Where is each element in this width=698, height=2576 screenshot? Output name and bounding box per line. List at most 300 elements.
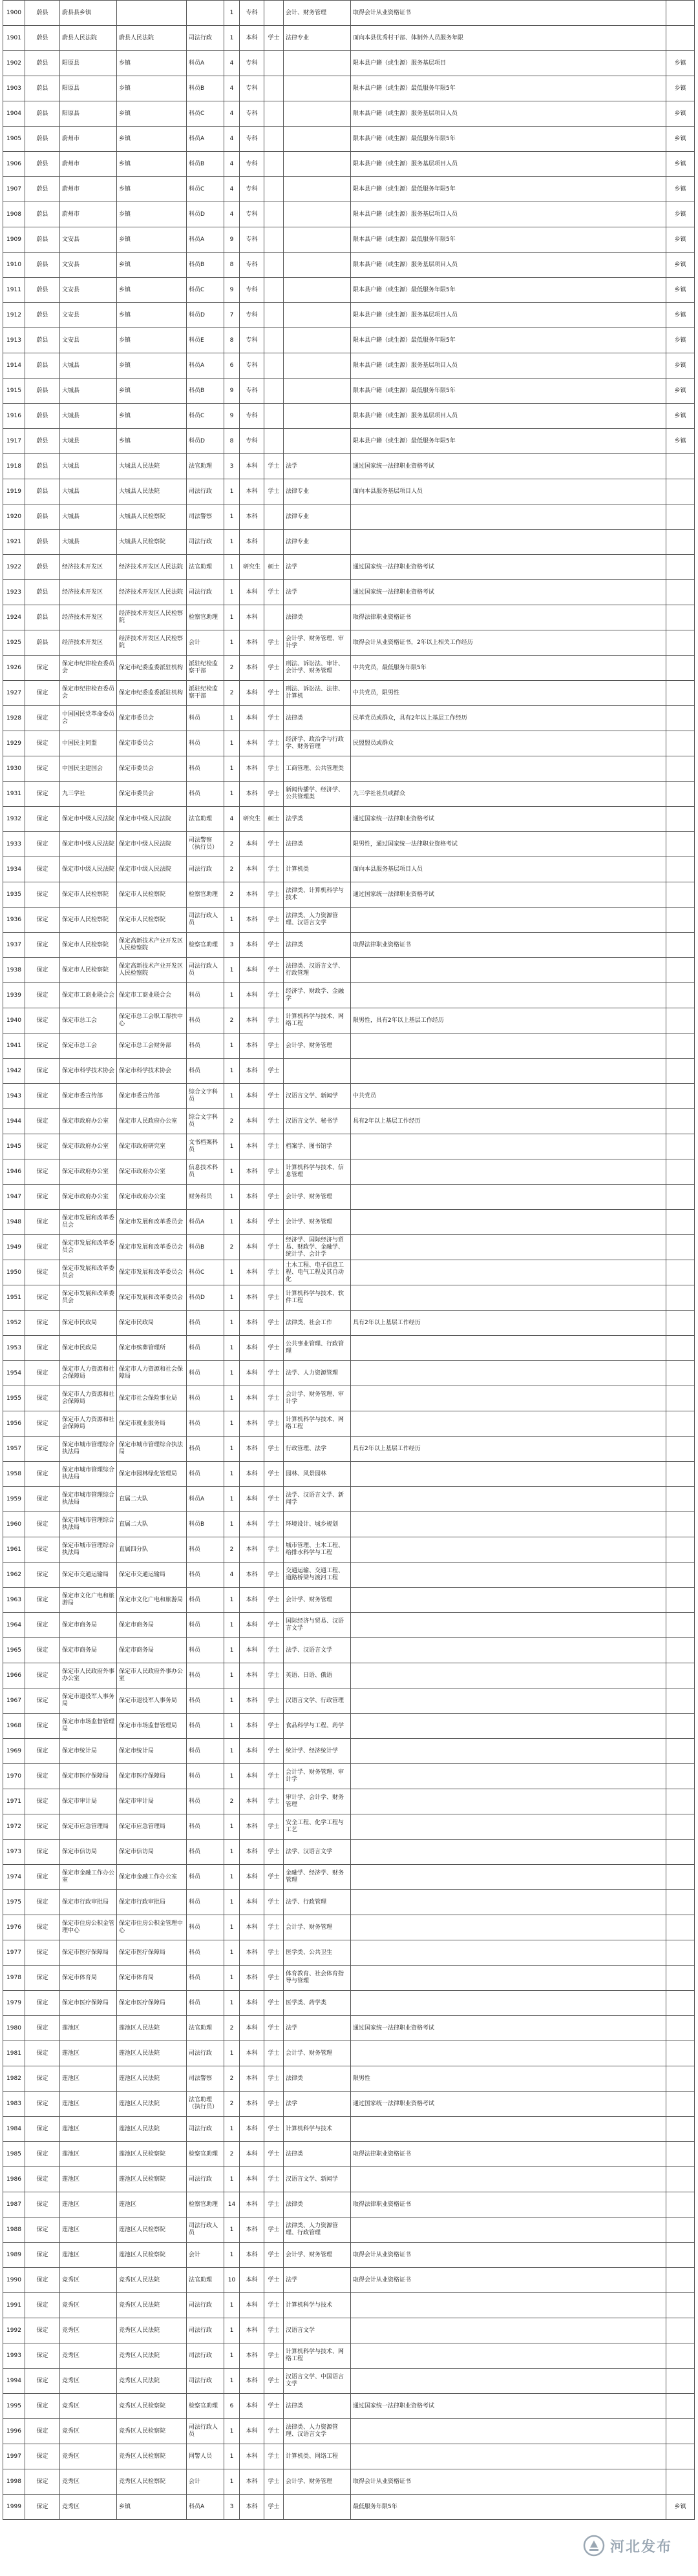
cell-area: 保定 xyxy=(25,1210,60,1235)
cell-area: 保定 xyxy=(25,807,60,832)
cell-other xyxy=(351,1563,666,1588)
cell-edu: 专科 xyxy=(240,379,264,404)
cell-other: 限本县户籍（或生源）最低服务年限5年 xyxy=(351,127,666,152)
cell-note xyxy=(666,1084,695,1109)
cell-no: 1931 xyxy=(3,782,25,807)
cell-note xyxy=(666,1,695,26)
cell-area: 保定 xyxy=(25,2192,60,2218)
cell-major: 法律专业 xyxy=(284,504,351,530)
cell-n: 1 xyxy=(224,1915,240,1940)
cell-edu: 本科 xyxy=(240,656,264,681)
table-row xyxy=(3,681,695,706)
table-row xyxy=(3,1739,695,1764)
cell-other xyxy=(351,1185,666,1210)
cell-no: 1953 xyxy=(3,1336,25,1361)
cell-pos: 法官助理 xyxy=(187,807,224,832)
cell-no: 1965 xyxy=(3,1638,25,1663)
cell-other xyxy=(351,1865,666,1890)
cell-dept: 乡镇 xyxy=(117,328,187,353)
cell-other xyxy=(351,1210,666,1235)
cell-area: 保定 xyxy=(25,1588,60,1613)
cell-area: 保定 xyxy=(25,2066,60,2092)
cell-deg: 学士 xyxy=(264,1940,284,1966)
cell-dept: 莲池区人民检察院 xyxy=(117,2243,187,2268)
cell-dept: 保定市医疗保障局 xyxy=(117,1764,187,1789)
cell-pos: 会计 xyxy=(187,630,224,656)
cell-pos: 检察官助理 xyxy=(187,882,224,908)
cell-org: 阳原县 xyxy=(60,101,117,127)
cell-note xyxy=(666,2444,695,2469)
cell-area: 保定 xyxy=(25,2092,60,2117)
cell-org: 保定市市场监督管理局 xyxy=(60,1714,117,1739)
cell-deg: 学士 xyxy=(264,2041,284,2066)
cell-org: 莲池区 xyxy=(60,2041,117,2066)
cell-no: 1927 xyxy=(3,681,25,706)
cell-no: 1906 xyxy=(3,152,25,177)
cell-edu: 本科 xyxy=(240,1638,264,1663)
table-row xyxy=(3,580,695,605)
cell-org: 保定市人民检察院 xyxy=(60,933,117,958)
cell-note xyxy=(666,2142,695,2167)
cell-other xyxy=(351,1159,666,1185)
cell-major: 公共事业管理、行政管理 xyxy=(284,1336,351,1361)
cell-note xyxy=(666,983,695,1008)
cell-no: 1921 xyxy=(3,530,25,555)
cell-area: 保定 xyxy=(25,1109,60,1134)
cell-other: 限本县户籍（或生源）最低服务年限5年 xyxy=(351,278,666,303)
cell-n: 1 xyxy=(224,2218,240,2243)
cell-org: 保定市金融工作办公室 xyxy=(60,1865,117,1890)
cell-dept: 莲池区人民法院 xyxy=(117,2066,187,2092)
table-row xyxy=(3,1336,695,1361)
cell-major: 法律类、人力资源管理、汉语言文学 xyxy=(284,908,351,933)
cell-major: 法律类、计算机科学与技术 xyxy=(284,882,351,908)
cell-area: 蔚县 xyxy=(25,76,60,101)
cell-deg: 学士 xyxy=(264,1185,284,1210)
cell-deg: 学士 xyxy=(264,681,284,706)
cell-area: 蔚县 xyxy=(25,253,60,278)
cell-no: 1925 xyxy=(3,630,25,656)
cell-dept: 大城县人民法院 xyxy=(117,479,187,504)
cell-no: 1951 xyxy=(3,1285,25,1311)
cell-dept: 保定市金融工作办公室 xyxy=(117,1865,187,1890)
cell-no: 1918 xyxy=(3,454,25,479)
cell-edu: 本科 xyxy=(240,1260,264,1285)
cell-deg: 学士 xyxy=(264,933,284,958)
cell-dept: 经济技术开发区人民法院 xyxy=(117,580,187,605)
cell-n: 1 xyxy=(224,1361,240,1386)
cell-org: 保定市发展和改革委员会 xyxy=(60,1260,117,1285)
cell-edu: 本科 xyxy=(240,605,264,630)
cell-no: 1945 xyxy=(3,1134,25,1159)
table-row xyxy=(3,1386,695,1411)
cell-other: 限本县户籍（或生源）服务基层项目人员 xyxy=(351,303,666,328)
cell-pos: 财务科员 xyxy=(187,1185,224,1210)
cell-org: 九三学社 xyxy=(60,782,117,807)
cell-deg: 学士 xyxy=(264,2469,284,2495)
cell-pos: 司法行政 xyxy=(187,2117,224,2142)
cell-org: 保定市人民检察院 xyxy=(60,908,117,933)
cell-dept: 保定市商务局 xyxy=(117,1613,187,1638)
cell-pos: 科员A xyxy=(187,2495,224,2520)
cell-pos: 科员C xyxy=(187,177,224,202)
table-row xyxy=(3,1966,695,1991)
cell-n: 9 xyxy=(224,404,240,429)
cell-note xyxy=(666,681,695,706)
cell-edu: 本科 xyxy=(240,2495,264,2520)
cell-pos: 会计 xyxy=(187,2243,224,2268)
cell-edu: 本科 xyxy=(240,2218,264,2243)
cell-n: 2 xyxy=(224,1537,240,1563)
cell-area: 保定 xyxy=(25,1688,60,1714)
cell-edu: 专科 xyxy=(240,328,264,353)
cell-org: 保定市应急管理局 xyxy=(60,1814,117,1840)
cell-pos: 司法行政 xyxy=(187,2041,224,2066)
cell-pos: 检察官助理 xyxy=(187,2394,224,2419)
cell-major: 统计学、经济统计学 xyxy=(284,1739,351,1764)
cell-other: 限本县户籍（或生源）服务基层项目人员 xyxy=(351,253,666,278)
cell-no: 1962 xyxy=(3,1563,25,1588)
cell-n: 8 xyxy=(224,253,240,278)
cell-note xyxy=(666,1613,695,1638)
cell-dept: 直属二大队 xyxy=(117,1512,187,1537)
table-row xyxy=(3,2394,695,2419)
cell-pos: 司法行政 xyxy=(187,857,224,882)
cell-pos: 科员 xyxy=(187,1865,224,1890)
cell-edu: 本科 xyxy=(240,454,264,479)
cell-no: 1985 xyxy=(3,2142,25,2167)
cell-edu: 本科 xyxy=(240,1940,264,1966)
cell-major xyxy=(284,2495,351,2520)
cell-major: 计算机科学与技术 xyxy=(284,2293,351,2318)
cell-dept: 乡镇 xyxy=(117,227,187,253)
cell-area: 保定 xyxy=(25,1714,60,1739)
table-row xyxy=(3,429,695,454)
watermark xyxy=(583,2535,672,2557)
cell-area: 蔚县 xyxy=(25,303,60,328)
cell-deg xyxy=(264,328,284,353)
cell-note xyxy=(666,1134,695,1159)
cell-org: 莲池区 xyxy=(60,2117,117,2142)
cell-deg: 学士 xyxy=(264,782,284,807)
cell-major: 食品科学与工程、药学 xyxy=(284,1714,351,1739)
cell-dept: 莲池区人民法院 xyxy=(117,2092,187,2117)
cell-pos: 司法行政 xyxy=(187,479,224,504)
cell-area: 保定 xyxy=(25,1890,60,1915)
cell-area: 保定 xyxy=(25,1386,60,1411)
cell-no: 1994 xyxy=(3,2369,25,2394)
cell-dept: 保定市总工会职工帮扶中心 xyxy=(117,1008,187,1034)
cell-note: 乡镇 xyxy=(666,127,695,152)
cell-area: 保定 xyxy=(25,2016,60,2041)
cell-other xyxy=(351,1588,666,1613)
cell-other xyxy=(351,2218,666,2243)
cell-deg: 学士 xyxy=(264,908,284,933)
cell-org: 莲池区 xyxy=(60,2142,117,2167)
cell-no: 1987 xyxy=(3,2192,25,2218)
cell-no: 1935 xyxy=(3,882,25,908)
cell-dept: 保定市政府办公室 xyxy=(117,1159,187,1185)
cell-other: 取得法律职业资格证书 xyxy=(351,2192,666,2218)
cell-major: 经济学、财政学、金融学 xyxy=(284,983,351,1008)
cell-other xyxy=(351,1915,666,1940)
table-row xyxy=(3,1008,695,1034)
cell-pos: 科员 xyxy=(187,731,224,756)
cell-edu: 本科 xyxy=(240,1411,264,1437)
cell-deg: 学士 xyxy=(264,1084,284,1109)
cell-other xyxy=(351,1260,666,1285)
cell-major: 法学、汉语言文学、新闻学 xyxy=(284,1487,351,1512)
cell-org: 保定市科学技术协会 xyxy=(60,1059,117,1084)
cell-note: 乡镇 xyxy=(666,404,695,429)
cell-other: 限男性，具有2年以上基层工作经历 xyxy=(351,1008,666,1034)
cell-area: 保定 xyxy=(25,1915,60,1940)
cell-dept: 保定市委员会 xyxy=(117,782,187,807)
cell-other xyxy=(351,530,666,555)
cell-edu: 本科 xyxy=(240,782,264,807)
cell-deg xyxy=(264,253,284,278)
cell-edu: 本科 xyxy=(240,2142,264,2167)
cell-major: 法学、行政管理 xyxy=(284,1890,351,1915)
cell-major xyxy=(284,379,351,404)
cell-note xyxy=(666,2117,695,2142)
cell-dept: 乡镇 xyxy=(117,429,187,454)
cell-edu: 专科 xyxy=(240,177,264,202)
cell-deg xyxy=(264,76,284,101)
cell-note xyxy=(666,1840,695,1865)
cell-edu: 本科 xyxy=(240,1462,264,1487)
cell-area: 蔚县 xyxy=(25,404,60,429)
cell-pos: 派驻纪检监察干部 xyxy=(187,681,224,706)
cell-pos: 会计 xyxy=(187,2469,224,2495)
cell-note xyxy=(666,1764,695,1789)
table-row xyxy=(3,2318,695,2343)
cell-org: 经济技术开发区 xyxy=(60,580,117,605)
cell-dept: 竞秀区人民检察院 xyxy=(117,2394,187,2419)
cell-org: 竞秀区 xyxy=(60,2343,117,2369)
cell-pos: 科员A xyxy=(187,353,224,379)
cell-edu: 本科 xyxy=(240,2343,264,2369)
table-row xyxy=(3,1260,695,1285)
cell-major: 计算机科学与技术、信息管理 xyxy=(284,1159,351,1185)
table-row xyxy=(3,479,695,504)
table-row xyxy=(3,1991,695,2016)
cell-pos: 科员 xyxy=(187,1008,224,1034)
cell-no: 1934 xyxy=(3,857,25,882)
hebei-release-logo-icon xyxy=(583,2535,605,2557)
cell-major: 会计学、财务管理、审计学 xyxy=(284,1386,351,1411)
cell-no: 1926 xyxy=(3,656,25,681)
table-row xyxy=(3,2495,695,2520)
cell-no: 1975 xyxy=(3,1890,25,1915)
table-row xyxy=(3,882,695,908)
cell-major: 会计学、财务管理 xyxy=(284,1588,351,1613)
cell-n: 1 xyxy=(224,1034,240,1059)
cell-area: 保定 xyxy=(25,933,60,958)
cell-dept: 莲池区 xyxy=(117,2192,187,2218)
cell-other xyxy=(351,2444,666,2469)
cell-area: 蔚县 xyxy=(25,580,60,605)
cell-note xyxy=(666,756,695,782)
cell-dept: 莲池区人民法院 xyxy=(117,2041,187,2066)
cell-n: 1 xyxy=(224,2117,240,2142)
table-row xyxy=(3,2218,695,2243)
cell-edu: 本科 xyxy=(240,1008,264,1034)
cell-n: 1 xyxy=(224,2469,240,2495)
cell-org: 大城县 xyxy=(60,504,117,530)
table-row xyxy=(3,1814,695,1840)
cell-no: 1941 xyxy=(3,1034,25,1059)
cell-major: 计算机类 xyxy=(284,857,351,882)
cell-note xyxy=(666,1663,695,1688)
cell-n: 3 xyxy=(224,454,240,479)
cell-edu: 本科 xyxy=(240,1563,264,1588)
cell-area: 保定 xyxy=(25,832,60,857)
cell-no: 1974 xyxy=(3,1865,25,1890)
cell-major: 法律专业 xyxy=(284,26,351,51)
cell-other xyxy=(351,2419,666,2444)
cell-area: 保定 xyxy=(25,2419,60,2444)
table-row xyxy=(3,1,695,26)
cell-note xyxy=(666,1487,695,1512)
cell-major: 法律类 xyxy=(284,706,351,731)
cell-deg: 学士 xyxy=(264,958,284,983)
cell-other: 通过国家统一法律职业资格考试 xyxy=(351,454,666,479)
cell-major: 行政管理、法学 xyxy=(284,1437,351,1462)
cell-other xyxy=(351,1739,666,1764)
cell-major: 法律类、人力资源管理、行政管理 xyxy=(284,2218,351,2243)
cell-no: 1900 xyxy=(3,1,25,26)
cell-deg: 学士 xyxy=(264,1537,284,1563)
cell-dept: 乡镇 xyxy=(117,152,187,177)
cell-n: 1 xyxy=(224,2318,240,2343)
cell-area: 保定 xyxy=(25,1260,60,1285)
cell-area: 蔚县 xyxy=(25,530,60,555)
table-row xyxy=(3,782,695,807)
cell-no: 1959 xyxy=(3,1487,25,1512)
cell-no: 1950 xyxy=(3,1260,25,1285)
cell-major: 法律类 xyxy=(284,933,351,958)
cell-major: 法学 xyxy=(284,2268,351,2293)
table-row xyxy=(3,202,695,227)
cell-other: 取得会计从业资格证书 xyxy=(351,1,666,26)
cell-no: 1946 xyxy=(3,1159,25,1185)
cell-major: 法律类 xyxy=(284,2142,351,2167)
cell-note xyxy=(666,1260,695,1285)
cell-area: 保定 xyxy=(25,1764,60,1789)
table-row xyxy=(3,2066,695,2092)
cell-deg: 学士 xyxy=(264,2117,284,2142)
cell-deg: 学士 xyxy=(264,1260,284,1285)
cell-n: 14 xyxy=(224,2192,240,2218)
cell-org: 竞秀区 xyxy=(60,2495,117,2520)
cell-dept: 保定市行政审批局 xyxy=(117,1890,187,1915)
cell-note xyxy=(666,1159,695,1185)
cell-org: 莲池区 xyxy=(60,2243,117,2268)
cell-no: 1912 xyxy=(3,303,25,328)
table-row xyxy=(3,1411,695,1437)
cell-area: 保定 xyxy=(25,2218,60,2243)
cell-note: 乡镇 xyxy=(666,429,695,454)
cell-n: 1 xyxy=(224,756,240,782)
table-row xyxy=(3,1613,695,1638)
cell-edu: 本科 xyxy=(240,1714,264,1739)
cell-pos: 科员D xyxy=(187,429,224,454)
cell-pos: 科员A xyxy=(187,227,224,253)
cell-org: 保定市人力资源和社会保障局 xyxy=(60,1411,117,1437)
cell-deg: 学士 xyxy=(264,2092,284,2117)
cell-org: 大城县 xyxy=(60,353,117,379)
cell-n: 1 xyxy=(224,731,240,756)
cell-org: 大城县 xyxy=(60,479,117,504)
cell-no: 1977 xyxy=(3,1940,25,1966)
cell-org: 保定市工商业联合会 xyxy=(60,983,117,1008)
cell-edu: 本科 xyxy=(240,958,264,983)
cell-edu: 本科 xyxy=(240,1789,264,1814)
cell-n: 1 xyxy=(224,1336,240,1361)
cell-note xyxy=(666,832,695,857)
cell-major: 会计学、财务管理 xyxy=(284,1210,351,1235)
cell-edu: 本科 xyxy=(240,908,264,933)
cell-no: 1939 xyxy=(3,983,25,1008)
cell-area: 保定 xyxy=(25,1840,60,1865)
cell-deg: 学士 xyxy=(264,706,284,731)
cell-n: 4 xyxy=(224,807,240,832)
cell-dept: 保定市住房公积金管理中心 xyxy=(117,1915,187,1940)
cell-major: 法律类、人力资源管理、汉语言文学 xyxy=(284,2419,351,2444)
cell-org: 中国民主建国会 xyxy=(60,756,117,782)
cell-pos: 综合文字科员 xyxy=(187,1084,224,1109)
cell-dept: 大城县人民法院 xyxy=(117,454,187,479)
cell-area: 保定 xyxy=(25,857,60,882)
table-row xyxy=(3,454,695,479)
cell-deg: 学士 xyxy=(264,1361,284,1386)
cell-dept: 保定市社会保险事业局 xyxy=(117,1386,187,1411)
cell-other: 中共党员，限男性 xyxy=(351,681,666,706)
cell-other: 通过国家统一法律职业资格考试 xyxy=(351,807,666,832)
table-row xyxy=(3,731,695,756)
cell-pos: 科员D xyxy=(187,1285,224,1311)
cell-deg: 学士 xyxy=(264,2142,284,2167)
cell-pos: 科员 xyxy=(187,1613,224,1638)
cell-no: 1911 xyxy=(3,278,25,303)
cell-note xyxy=(666,908,695,933)
table-row xyxy=(3,2092,695,2117)
table-row xyxy=(3,2419,695,2444)
cell-edu: 研究生 xyxy=(240,807,264,832)
cell-deg: 学士 xyxy=(264,2066,284,2092)
cell-edu: 专科 xyxy=(240,253,264,278)
cell-edu: 本科 xyxy=(240,2293,264,2318)
cell-pos: 科员 xyxy=(187,1991,224,2016)
cell-n: 1 xyxy=(224,1714,240,1739)
cell-edu: 专科 xyxy=(240,101,264,127)
cell-edu: 本科 xyxy=(240,706,264,731)
cell-pos xyxy=(187,1,224,26)
table-row xyxy=(3,2469,695,2495)
cell-major xyxy=(284,404,351,429)
table-row xyxy=(3,1537,695,1563)
cell-no: 1938 xyxy=(3,958,25,983)
cell-pos: 科员 xyxy=(187,1915,224,1940)
cell-dept: 乡镇 xyxy=(117,303,187,328)
cell-major: 法学、汉语言文学 xyxy=(284,1638,351,1663)
cell-no: 1933 xyxy=(3,832,25,857)
cell-other xyxy=(351,504,666,530)
cell-no: 1904 xyxy=(3,101,25,127)
cell-no: 1954 xyxy=(3,1361,25,1386)
table-row xyxy=(3,227,695,253)
